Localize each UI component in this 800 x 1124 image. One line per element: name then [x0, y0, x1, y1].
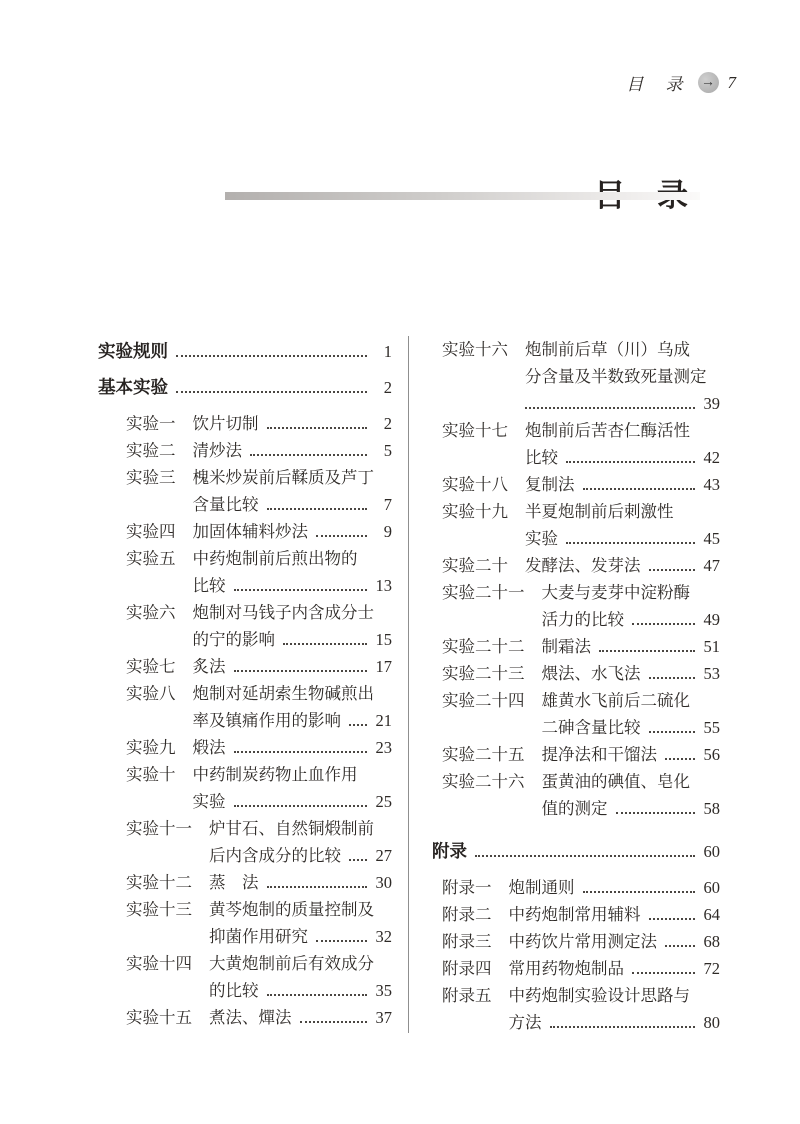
entry-text: 煮法、燀法 — [209, 1008, 292, 1027]
dot-leader — [550, 1026, 696, 1028]
dot-leader — [316, 535, 367, 537]
entry-lines — [509, 874, 721, 901]
entry-label: 实验五 — [126, 549, 176, 568]
dot-leader — [283, 643, 367, 645]
page-number: 39 — [703, 394, 720, 413]
page-number: 53 — [703, 664, 720, 683]
page-number: 7 — [383, 495, 392, 514]
page-number: 32 — [375, 927, 392, 946]
entry-lines — [525, 471, 720, 498]
entry-lines — [193, 599, 393, 653]
toc-entry — [432, 552, 720, 579]
toc-entry — [98, 437, 392, 464]
dot-leader — [616, 812, 696, 814]
page-number: 30 — [375, 873, 392, 892]
entry-line — [525, 444, 720, 471]
entry-lines — [209, 869, 392, 896]
dot-leader — [176, 391, 367, 393]
dot-leader — [316, 940, 367, 942]
entry-text: 饮片切制 — [192, 414, 259, 433]
toc-entry — [432, 633, 720, 660]
entry-label: 实验二 — [126, 441, 176, 460]
entry-text: 大黄炮制前后有效成分 — [209, 954, 374, 973]
entry-label: 实验十八 — [442, 475, 508, 494]
entry-lines — [193, 680, 393, 734]
toc-entry — [98, 464, 392, 518]
toc-entry — [98, 599, 392, 653]
toc-entry — [98, 410, 392, 437]
entry-label: 附录二 — [442, 905, 492, 924]
entry-label: 实验二十三 — [442, 664, 525, 683]
page-number: 55 — [703, 718, 720, 737]
page-number: 56 — [703, 745, 720, 764]
entry-label: 实验七 — [126, 657, 176, 676]
dot-leader — [632, 623, 695, 625]
entry-text: 中药饮片常用测定法 — [508, 932, 657, 951]
toc-entry — [432, 982, 720, 1036]
dot-leader — [475, 855, 695, 857]
entry-lines — [542, 687, 721, 741]
page-number: 42 — [703, 448, 720, 467]
entry-label: 实验三 — [126, 468, 176, 487]
dot-leader — [599, 650, 695, 652]
entry-line — [209, 923, 392, 950]
toc-entry — [98, 761, 392, 815]
entry-text: 比较 — [192, 576, 226, 595]
entry-line — [193, 788, 393, 815]
page-number: 64 — [703, 905, 720, 924]
page-number: 80 — [703, 1013, 720, 1032]
entry-lines — [209, 1004, 392, 1031]
entry-text: 煅法 — [192, 738, 226, 757]
entry-line — [209, 896, 392, 923]
entry-text: 黄芩炮制的质量控制及 — [209, 900, 374, 919]
entry-text: 槐米炒炭前后鞣质及芦丁 — [192, 468, 374, 487]
toc-entry — [432, 336, 720, 417]
entry-line — [193, 599, 393, 626]
entry-label: 实验十九 — [442, 502, 508, 521]
entry-label: 附录一 — [442, 878, 492, 897]
page-number: 27 — [375, 846, 392, 865]
entry-text: 大麦与麦芽中淀粉酶 — [541, 583, 690, 602]
toc-entry — [98, 545, 392, 599]
toc-entry — [98, 869, 392, 896]
page-number: 45 — [703, 529, 720, 548]
entry-line — [542, 633, 721, 660]
entry-lines — [209, 950, 392, 1004]
entry-line — [193, 680, 393, 707]
dot-leader — [583, 488, 696, 490]
entry-line — [542, 714, 721, 741]
entry-text: 炮制前后草（川）乌成 — [525, 340, 690, 359]
entry-label: 实验二十六 — [442, 772, 525, 791]
entry-text: 雄黄水飞前后二硫化 — [541, 691, 690, 710]
page-number: 9 — [383, 522, 392, 541]
entry-lines — [542, 768, 721, 822]
entry-text: 半夏炮制前后刺激性 — [525, 502, 674, 521]
toc-entry — [432, 768, 720, 822]
entry-text: 中药炮制常用辅料 — [508, 905, 641, 924]
page-number: 17 — [375, 657, 392, 676]
entry-line — [525, 390, 720, 417]
entry-text: 提净法和干馏法 — [541, 745, 657, 764]
entry-label: 实验十一 — [126, 819, 192, 838]
entry-text: 炮制对延胡索生物碱煎出 — [192, 684, 374, 703]
toc-entry — [432, 955, 720, 982]
entry-line — [193, 518, 393, 545]
entry-label: 实验十六 — [442, 340, 508, 359]
entry-lines — [509, 982, 721, 1036]
running-header — [626, 70, 736, 95]
entry-line — [509, 955, 721, 982]
entry-label: 实验二十一 — [442, 583, 525, 602]
entry-label: 附录五 — [442, 986, 492, 1005]
toc-entry — [98, 1004, 392, 1031]
entry-text: 蒸 法 — [209, 873, 259, 892]
entry-text: 比较 — [525, 448, 558, 467]
entry-lines — [193, 761, 393, 815]
entry-line — [193, 410, 393, 437]
dot-leader — [267, 994, 368, 996]
entry-label: 实验十三 — [126, 900, 192, 919]
entry-lines — [542, 633, 721, 660]
toc-column-left — [98, 336, 392, 1036]
page-number: 60 — [703, 842, 720, 861]
entry-line — [525, 498, 720, 525]
entry-text: 的比较 — [209, 981, 259, 1000]
entry-label: 实验四 — [126, 522, 176, 541]
section-title: 基本实验 — [98, 377, 168, 397]
toc-entry — [98, 815, 392, 869]
dot-leader — [649, 918, 696, 920]
entry-line — [509, 982, 721, 1009]
entry-line — [209, 869, 392, 896]
entry-text: 中药炮制实验设计思路与 — [508, 986, 690, 1005]
dot-leader — [349, 724, 367, 726]
dot-leader — [176, 355, 367, 357]
entry-line — [525, 525, 720, 552]
entry-text: 复制法 — [525, 475, 575, 494]
entry-line — [209, 842, 392, 869]
page-number: 51 — [703, 637, 720, 656]
entry-line — [193, 437, 393, 464]
entry-line — [193, 707, 393, 734]
entry-lines — [193, 653, 393, 680]
entry-text: 蛋黄油的碘值、皂化 — [541, 772, 690, 791]
entry-text: 清炒法 — [192, 441, 242, 460]
entry-line — [209, 1004, 392, 1031]
entry-label: 实验十五 — [126, 1008, 192, 1027]
entry-lines — [542, 579, 721, 633]
entry-label: 实验二十五 — [442, 745, 525, 764]
page-number: 21 — [375, 711, 392, 730]
entry-lines — [193, 437, 393, 464]
entry-line — [209, 815, 392, 842]
entry-line — [193, 545, 393, 572]
entry-lines — [525, 552, 720, 579]
toc-section — [98, 374, 392, 401]
page-number: 13 — [375, 576, 392, 595]
page-number: 15 — [375, 630, 392, 649]
dot-leader — [234, 670, 368, 672]
entry-line — [193, 653, 393, 680]
entry-text: 抑菌作用研究 — [209, 927, 308, 946]
entry-lines — [509, 928, 721, 955]
entry-lines — [542, 741, 721, 768]
entry-line — [542, 768, 721, 795]
toc-entry — [432, 660, 720, 687]
entry-label: 实验十 — [126, 765, 176, 784]
page-number: 2 — [383, 414, 392, 433]
toc-section — [432, 838, 720, 865]
toc-entry — [98, 680, 392, 734]
dot-leader — [665, 945, 695, 947]
dot-leader — [632, 972, 695, 974]
header-section-title: 目 录 — [626, 75, 692, 94]
page-number: 23 — [375, 738, 392, 757]
toc-entry — [432, 741, 720, 768]
entry-lines — [509, 955, 721, 982]
entry-text: 后内含成分的比较 — [209, 846, 341, 865]
entry-line — [509, 928, 721, 955]
dot-leader — [525, 407, 695, 409]
entry-lines — [193, 410, 393, 437]
toc-entry — [98, 896, 392, 950]
dot-leader — [665, 758, 695, 760]
entry-line — [193, 626, 393, 653]
entry-lines — [193, 545, 393, 599]
dot-leader — [300, 1021, 368, 1023]
entry-lines — [542, 660, 721, 687]
dot-leader — [649, 677, 696, 679]
entry-line — [542, 606, 721, 633]
entry-label: 附录四 — [442, 959, 492, 978]
dot-leader — [566, 461, 695, 463]
entry-label: 实验十二 — [126, 873, 192, 892]
entry-text: 方法 — [508, 1013, 542, 1032]
arrow-icon: → — [698, 72, 719, 93]
entry-lines — [525, 498, 720, 552]
entry-line — [209, 950, 392, 977]
toc-section — [98, 338, 392, 365]
entry-text: 炙法 — [192, 657, 226, 676]
entry-label: 实验二十 — [442, 556, 508, 575]
entry-text: 发酵法、发芽法 — [525, 556, 641, 575]
entry-line — [193, 491, 393, 518]
entry-text: 炮制对马钱子内含成分士 — [192, 603, 374, 622]
toc-entry — [432, 471, 720, 498]
dot-leader — [349, 859, 367, 861]
entry-text: 率及镇痛作用的影响 — [192, 711, 341, 730]
page-number: 72 — [703, 959, 720, 978]
toc-column-right — [432, 336, 720, 1036]
entry-text: 的宁的影响 — [192, 630, 275, 649]
entry-line — [525, 336, 720, 363]
page-number: 60 — [703, 878, 720, 897]
entry-line — [509, 1009, 721, 1036]
dot-leader — [234, 805, 368, 807]
page-number: 43 — [703, 475, 720, 494]
toc-entry — [432, 874, 720, 901]
entry-line — [193, 734, 393, 761]
entry-line — [193, 572, 393, 599]
dot-leader — [234, 751, 368, 753]
entry-label: 附录三 — [442, 932, 492, 951]
entry-text: 中药炮制前后煎出物的 — [192, 549, 358, 568]
entry-line — [509, 901, 721, 928]
entry-lines — [509, 901, 721, 928]
page-number: 2 — [383, 378, 392, 397]
entry-text: 煨法、水飞法 — [541, 664, 641, 683]
entry-line — [525, 471, 720, 498]
toc-entry — [432, 687, 720, 741]
entry-text: 实验 — [525, 529, 558, 548]
entry-text: 中药制炭药物止血作用 — [192, 765, 358, 784]
dot-leader — [583, 891, 696, 893]
entry-line — [525, 363, 720, 390]
column-divider — [408, 336, 409, 1033]
entry-line — [542, 579, 721, 606]
entry-text: 含量比较 — [192, 495, 259, 514]
entry-lines — [209, 815, 392, 869]
toc-entry — [432, 579, 720, 633]
dot-leader — [566, 542, 695, 544]
entry-lines — [193, 734, 393, 761]
toc-entry — [98, 734, 392, 761]
entry-text: 常用药物炮制品 — [508, 959, 624, 978]
entry-text: 制霜法 — [541, 637, 591, 656]
entry-line — [193, 761, 393, 788]
entry-label: 实验六 — [126, 603, 176, 622]
dot-leader — [267, 427, 368, 429]
entry-line — [509, 874, 721, 901]
page-number: 68 — [703, 932, 720, 951]
title-block — [118, 178, 700, 218]
entry-line — [542, 687, 721, 714]
toc-entry — [432, 417, 720, 471]
entry-lines — [193, 518, 393, 545]
dot-leader — [267, 508, 368, 510]
toc-entry — [98, 653, 392, 680]
entry-lines — [525, 417, 720, 471]
entry-line — [542, 795, 721, 822]
toc-entry — [432, 901, 720, 928]
dot-leader — [649, 569, 696, 571]
toc-entry — [98, 950, 392, 1004]
dot-leader — [234, 589, 368, 591]
entry-text: 活力的比较 — [541, 610, 624, 629]
page-number: 47 — [703, 556, 720, 575]
entry-label: 实验二十二 — [442, 637, 525, 656]
entry-lines — [525, 336, 720, 417]
title-rule — [225, 192, 700, 200]
toc-entry — [432, 498, 720, 552]
page-number: 49 — [703, 610, 720, 629]
entry-line — [525, 417, 720, 444]
dot-leader — [250, 454, 367, 456]
page-number: 25 — [375, 792, 392, 811]
entry-label: 实验二十四 — [442, 691, 525, 710]
entry-label: 实验十七 — [442, 421, 508, 440]
header-page-number: 7 — [727, 72, 736, 92]
page-number: 37 — [375, 1008, 392, 1027]
entry-line — [525, 552, 720, 579]
entry-lines — [209, 896, 392, 950]
entry-label: 实验八 — [126, 684, 176, 703]
section-title: 附录 — [432, 841, 467, 861]
entry-text: 炮制通则 — [508, 878, 575, 897]
entry-label: 实验九 — [126, 738, 176, 757]
section-title: 实验规则 — [98, 341, 168, 361]
entry-text: 二砷含量比较 — [541, 718, 641, 737]
entry-text: 值的测定 — [541, 799, 608, 818]
dot-leader — [649, 731, 696, 733]
page-number: 35 — [375, 981, 392, 1000]
entry-label: 实验一 — [126, 414, 176, 433]
entry-text: 炮制前后苦杏仁酶活性 — [525, 421, 690, 440]
entry-line — [209, 977, 392, 1004]
page-number: 58 — [703, 799, 720, 818]
page-number: 1 — [383, 342, 392, 361]
table-of-contents — [98, 336, 720, 1036]
entry-line — [542, 741, 721, 768]
entry-text: 加固体辅料炒法 — [192, 522, 308, 541]
entry-text: 炉甘石、自然铜煅制前 — [209, 819, 374, 838]
entry-line — [193, 464, 393, 491]
entry-text: 分含量及半数致死量测定 — [525, 367, 707, 386]
toc-entry — [432, 928, 720, 955]
entry-lines — [193, 464, 393, 518]
entry-text: 实验 — [192, 792, 226, 811]
dot-leader — [267, 886, 368, 888]
entry-line — [542, 660, 721, 687]
page-number: 5 — [383, 441, 392, 460]
entry-label: 实验十四 — [126, 954, 192, 973]
toc-entry — [98, 518, 392, 545]
